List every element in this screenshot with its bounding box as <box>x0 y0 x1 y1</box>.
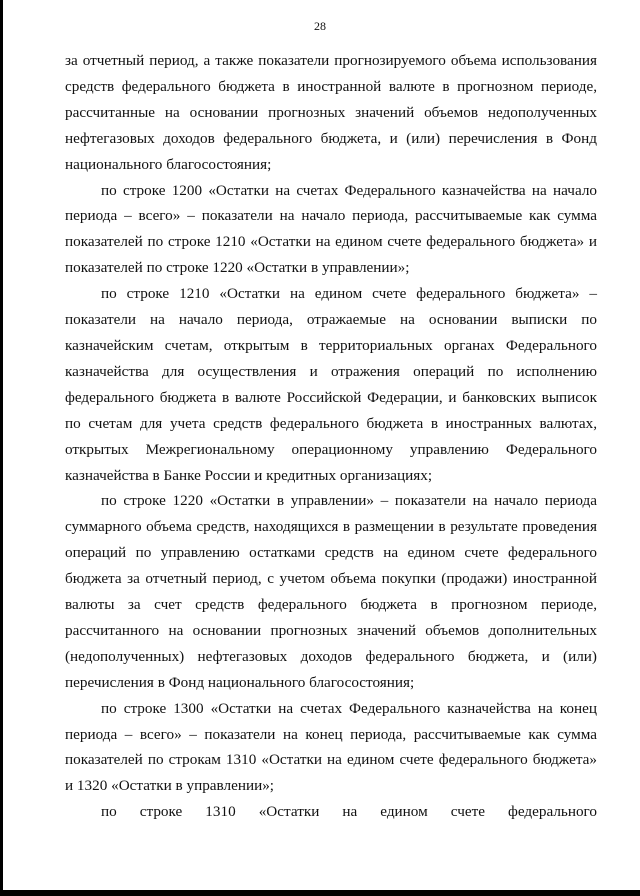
document-body <box>65 48 597 825</box>
paragraph-row-1200: по строке 1200 «Остатки на счетах Федерального казначейства на начало периода – всего» – показатели на начало периода, рассчитываемые как сумма показателей по строке 1210 «Остатки на едином счете федерального бюджета» и показателей по строке 1220 «Остатки в управлении»; <box>65 181 597 277</box>
scan-bottom-edge <box>0 890 640 896</box>
page-number: 28 <box>314 19 326 33</box>
paragraph-row-1310: по строке 1310 «Остатки на едином счете федерального <box>101 803 597 821</box>
paragraph-row-1300: по строке 1300 «Остатки на счетах Федерального казначейства на конец периода – всего» – показатели на конец периода, рассчитываемые как сумма показателей по строкам 1310 «Остатки на едином счете федерального бюджета» и 1320 «Остатки в управлении»; <box>65 699 597 795</box>
paragraph-continuation: за отчетный период, а также показатели прогнозируемого объема использования средств федерального бюджета в иностранной валюте в прогнозном периоде, рассчитанные на основании прогнозных значений объемов недополученных нефтегазовых доходов федерального бюджета, и (или) перечисления в Фонд национального благосостояния; <box>65 52 597 173</box>
paragraph-row-1210: по строке 1210 «Остатки на едином счете федерального бюджета» – показатели на начало периода, отражаемые на основании выписки по казначейским счетам, открытым в территориальных органах Федерального казначейства для осуществления и отражения операций по исполнению федерального бюджета в валюте Российской Федерации, и банковских выписок по счетам для учета средств федерального бюджета в иностранных валютах, открытых Межрегиональному операционному управлению Федерального казначейства в Банке России и кредитных организациях; <box>65 285 597 484</box>
scan-left-edge <box>0 0 3 896</box>
paragraph-row-1220: по строке 1220 «Остатки в управлении» – показатели на начало периода суммарного объема средств, находящихся в размещении в результате проведения операций по управлению остатками средств на едином счете федерального бюджета за отчетный период, с учетом объема покупки (продажи) иностранной валюты за счет средств федерального бюджета в прогнозном периоде, рассчитанного на основании прогнозных значений объемов дополнительных (недополученных) нефтегазовых доходов федерального бюджета, и (или) перечисления в Фонд национального благосостояния; <box>65 492 597 691</box>
